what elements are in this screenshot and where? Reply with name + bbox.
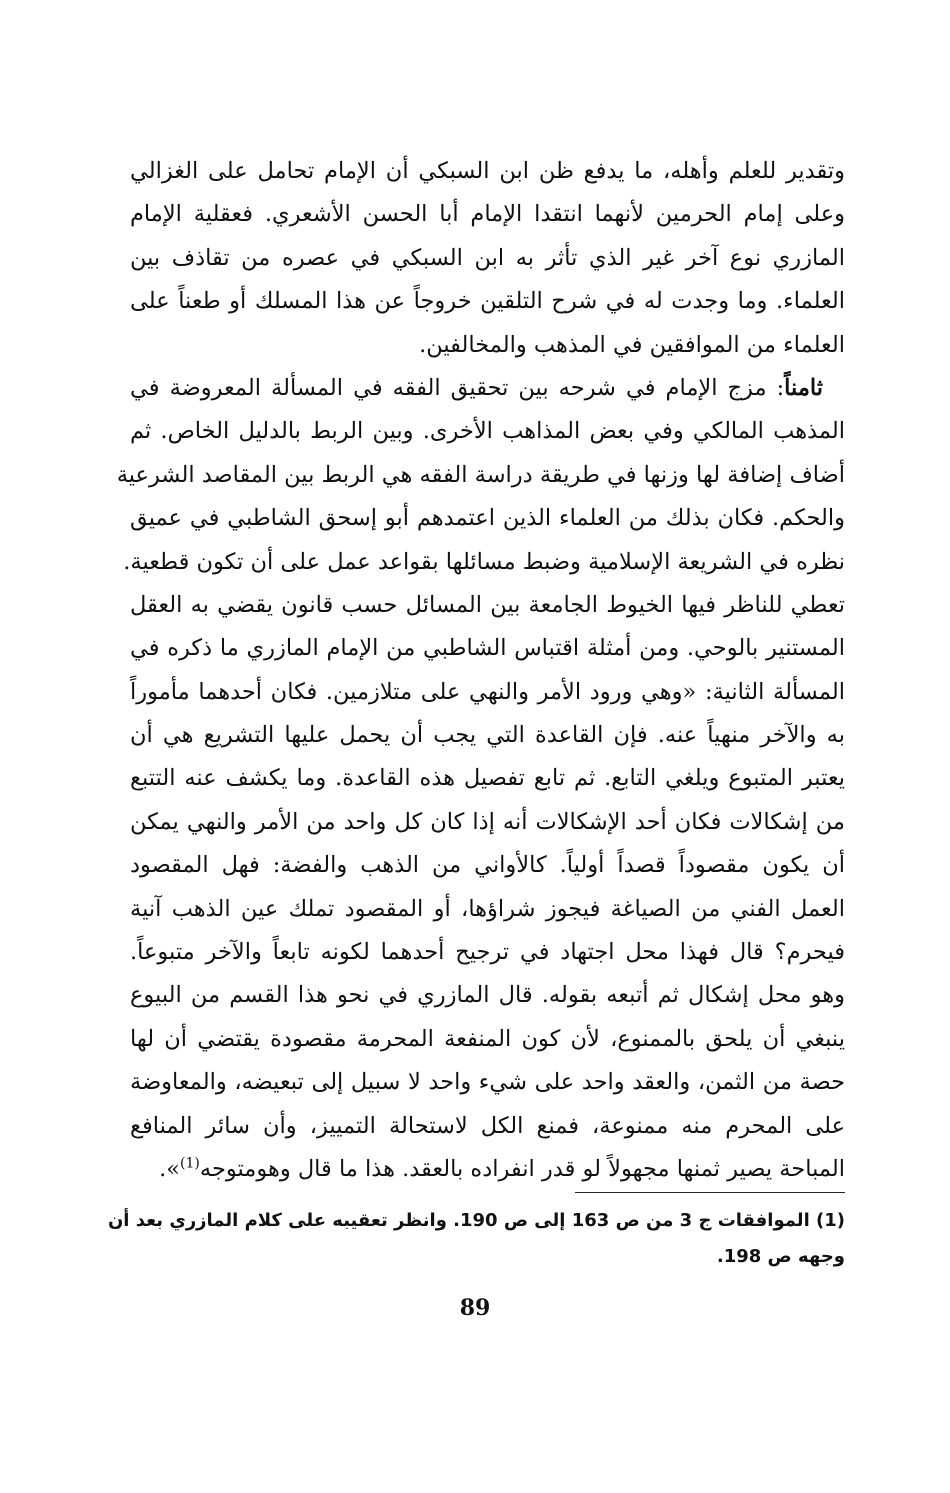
text-line: من إشكالات فكان أحد الإشكالات أنه إذا كان كل واحد من الأمر والنهي يمكن	[130, 808, 845, 835]
text-line: أن يكون مقصوداً قصداً أولياً. كالأواني من الذهب والفضة: فهل المقصود	[130, 852, 845, 879]
text-line: العلماء من الموافقين في المذهب والمخالفين.	[419, 331, 845, 358]
text-line: العلماء. وما وجدت له في شرح التلقين خروجاً عن هذا المسلك أو طعناً على	[130, 288, 845, 315]
main-text	[116, 150, 845, 1191]
footnote-line: وجهه ص 198.	[716, 1246, 845, 1267]
section-lead-word: ثامناً	[784, 374, 823, 401]
text-line: المذهب المالكي وفي بعض المذاهب الأخرى. وبين الربط بالدليل الخاص. ثم	[130, 418, 845, 445]
text-line: على المحرم منه ممنوعة، فمنع الكل لاستحالة التمييز، وأن سائر المنافع	[130, 1112, 845, 1139]
text-line: المستنير بالوحي. ومن أمثلة اقتباس الشاطبي من الإمام المازري ما ذكره في	[130, 635, 845, 662]
text-line: فيحرم؟ قال فهذا محل اجتهاد في ترجيح أحدهما لكونه تابعاً والآخر متبوعاً.	[130, 939, 845, 966]
text-line: به والآخر منهياً عنه. فإن القاعدة التي يجب أن يحمل عليها التشريع هي أن	[130, 722, 845, 749]
text-line: المسألة الثانية: «وهي ورود الأمر والنهي على متلازمين. فكان أحدهما مأموراً	[130, 678, 845, 705]
text-line: وتقدير للعلم وأهله، ما يدفع ظن ابن السبكي أن الإمام تحامل على الغزالي	[130, 158, 845, 184]
text-line: العمل الفني من الصياغة فيجوز شراؤها، أو المقصود تملك عين الذهب آنية	[130, 895, 845, 922]
text-segment: ».	[159, 1155, 181, 1182]
text-line: وعلى إمام الحرمين لأنهما انتقدا الإمام أبا الحسن الأشعري. فعقلية الإمام	[130, 201, 845, 228]
footnotes	[107, 1203, 845, 1275]
footnote-divider	[575, 1192, 845, 1193]
paragraph-1	[130, 150, 845, 367]
text-line-last	[130, 1148, 845, 1191]
text-line: والحكم. فكان بذلك من العلماء الذين اعتمدهم أبو إسحق الشاطبي في عميق	[130, 505, 845, 532]
text-line: وهو محل إشكال ثم أتبعه بقوله. قال المازري في نحو هذا القسم من البيوع	[130, 982, 845, 1009]
text-line: المازري نوع آخر غير الذي تأثر به ابن السبكي في عصره من تقاذف بين	[130, 244, 845, 271]
text-segment: المباحة يصير ثمنها مجهولاً لو قدر انفراده بالعقد. هذا ما قال وهومتوجه	[199, 1155, 845, 1182]
page-number: 89	[459, 1295, 491, 1321]
text-line: تعطي للناظر فيها الخيوط الجامعة بين المسائل حسب قانون يقضي به العقل	[130, 591, 845, 618]
text-segment: : مزج الإمام في شرحه بين تحقيق الفقه في المسألة المعروضة في	[130, 374, 785, 401]
paragraph-2	[116, 367, 845, 1191]
text-line: أضاف إضافة لها وزنها في طريقة دراسة الفقه هي الربط بين المقاصد الشرعية	[116, 461, 845, 488]
footnote-reference[interactable]: (1)	[180, 1155, 200, 1172]
footnote-line: (1) الموافقات ج 3 من ص 163 إلى ص 190. وانظر تعقيبه على كلام المازري بعد أن	[107, 1210, 845, 1231]
text-line: يعتبر المتبوع ويلغي التابع. ثم تابع تفصيل هذه القاعدة. وما يكشف عنه التتبع	[130, 765, 845, 792]
text-line-first	[130, 367, 845, 410]
text-line: ينبغي أن يلحق بالممنوع، لأن كون المنفعة المحرمة مقصودة يقتضي أن لها	[130, 1025, 845, 1052]
text-line: نظره في الشريعة الإسلامية وضبط مسائلها بقواعد عمل على أن تكون قطعية.	[123, 548, 845, 575]
text-line: حصة من الثمن، والعقد واحد على شيء واحد لا سبيل إلى تبعيضه، والمعاوضة	[130, 1069, 845, 1096]
